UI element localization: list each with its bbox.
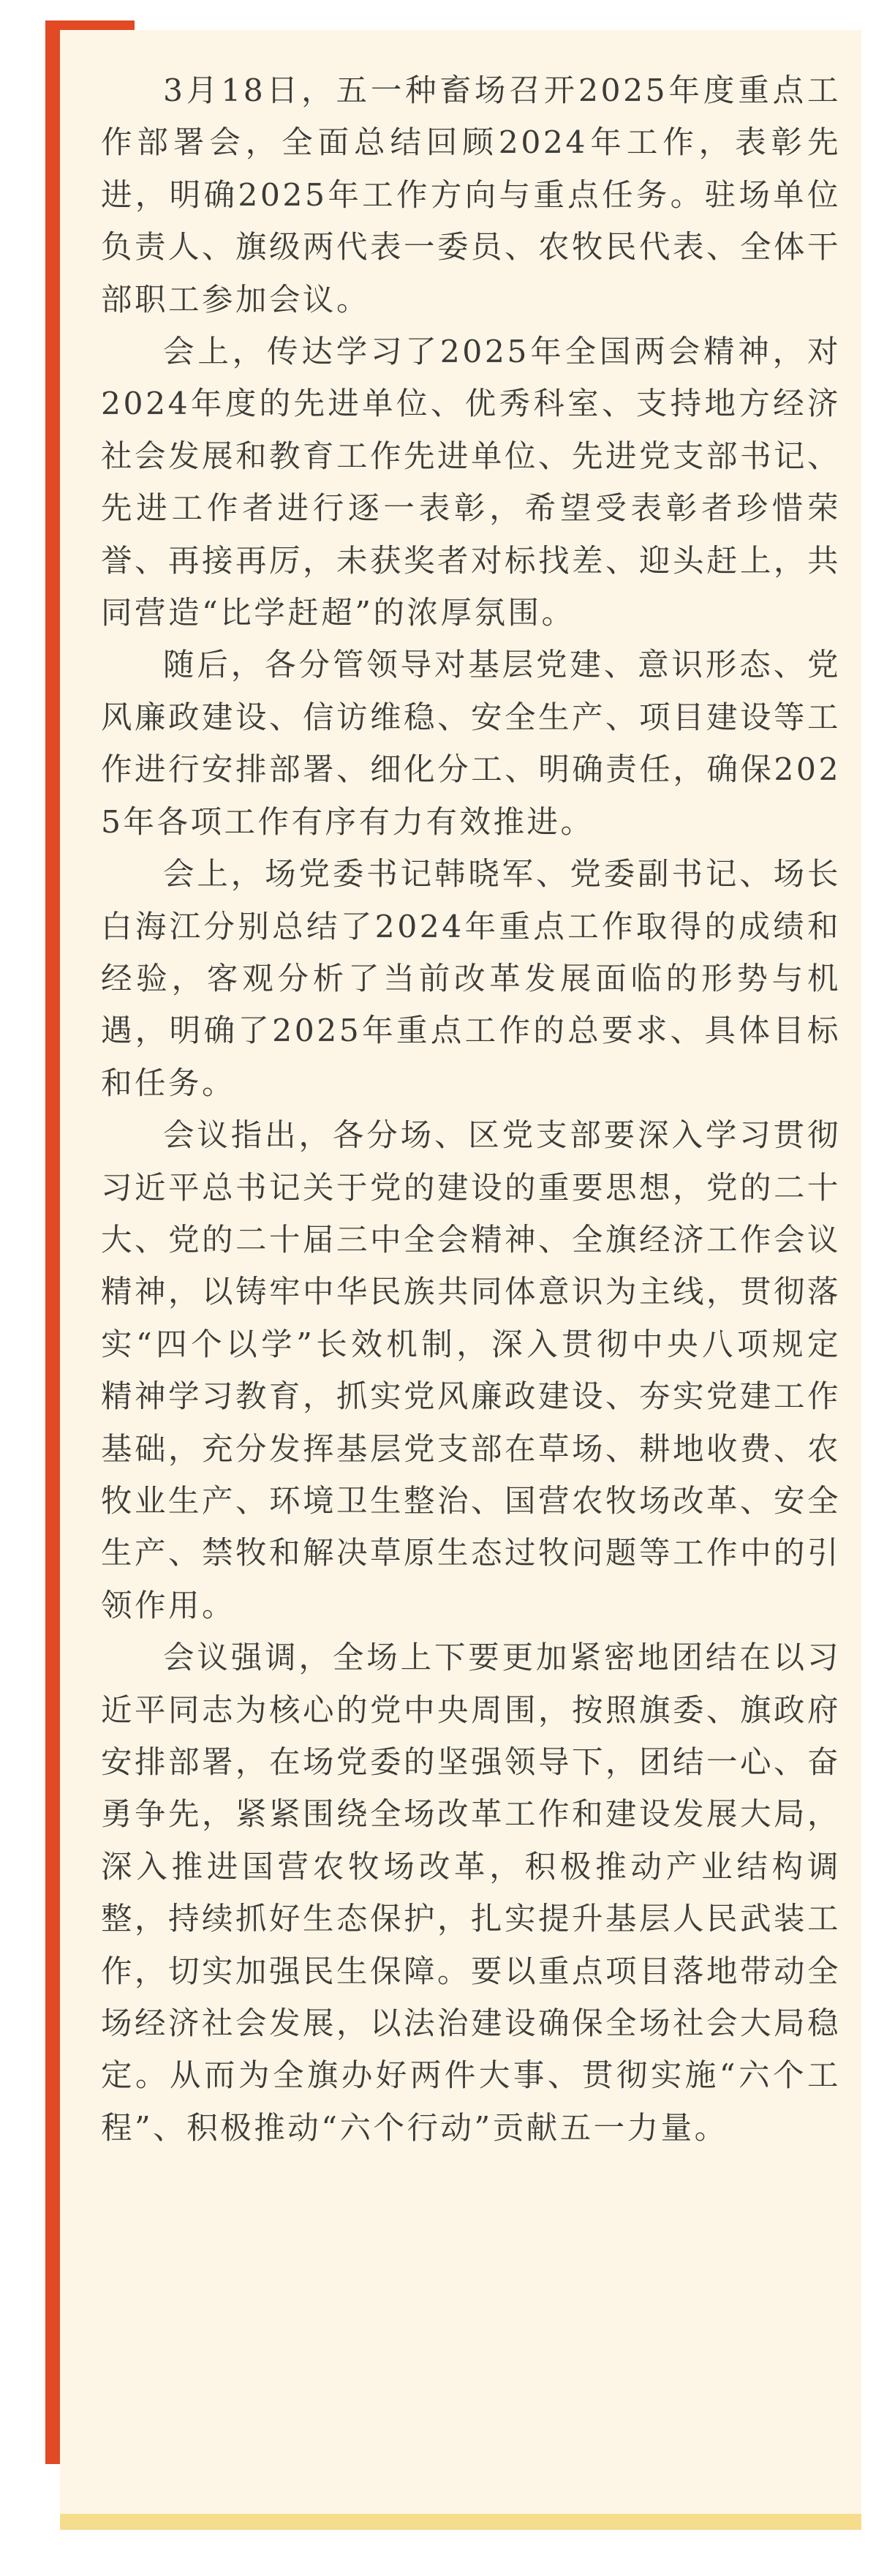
bottom-accent-stripe xyxy=(60,2514,861,2530)
paragraph-3: 随后，各分管领导对基层党建、意识形态、党风廉政建设、信访维稳、安全生产、项目建设等工作进行安排部署、细化分工、明确责任，确保2025年各项工作有序有力有效推进。 xyxy=(101,647,842,841)
left-accent-bar xyxy=(45,20,60,2464)
paragraph-6: 会议强调，全场上下要更加紧密地团结在以习近平同志为核心的党中央周围，按照旗委、旗政府安排部署，在场党委的坚强领导下，团结一心、奋勇争先，紧紧围绕全场改革工作和建设发展大局，深入推进国营农牧场改革，积极推动产业结构调整，持续抓好生态保护，扎实提升基层人民武装工作，切实加强民生保障。要以重点项目落地带动全场经济社会发展，以法治建设确保全场社会大局稳定。从而为全旗办好两件大事、贯彻实施“六个工程”、积极推动“六个行动”贡献五一力量。 xyxy=(101,1640,842,2147)
article-panel xyxy=(60,30,861,2514)
paragraph-4: 会上，场党委书记韩晓军、党委副书记、场长白海江分别总结了2024年重点工作取得的成绩和经验，客观分析了当前改革发展面临的形势与机遇，明确了2025年重点工作的总要求、具体目标和任务。 xyxy=(101,857,841,1102)
paragraph-2: 会上，传达学习了2025年全国两会精神，对2024年度的先进单位、优秀科室、支持地方经济社会发展和教育工作先进单位、先进党支部书记、先进工作者进行逐一表彰，希望受表彰者珍惜荣誉、再接再厉，未获奖者对标找差、迎头赶上，共同营造“比学赶超”的浓厚氛围。 xyxy=(101,334,842,632)
paragraph-5: 会议指出，各分场、区党支部要深入学习贯彻习近平总书记关于党的建设的重要思想，党的二十大、党的二十届三中全会精神、全旗经济工作会议精神，以铸牢中华民族共同体意识为主线，贯彻落实“四个以学”长效机制，深入贯彻中央八项规定精神学习教育，抓实党风廉政建设、夯实党建工作基础，充分发挥基层党支部在草场、耕地收费、农牧业生产、环境卫生整治、国营农牧场改革、安全生产、禁牧和解决草原生态过牧问题等工作中的引领作用。 xyxy=(101,1118,842,1624)
paragraph-1: 3月18日，五一种畜场召开2025年度重点工作部署会，全面总结回顾2024年工作，表彰先进，明确2025年工作方向与重点任务。驻场单位负责人、旗级两代表一委员、农牧民代表、全体干部职工参加会议。 xyxy=(101,73,842,318)
